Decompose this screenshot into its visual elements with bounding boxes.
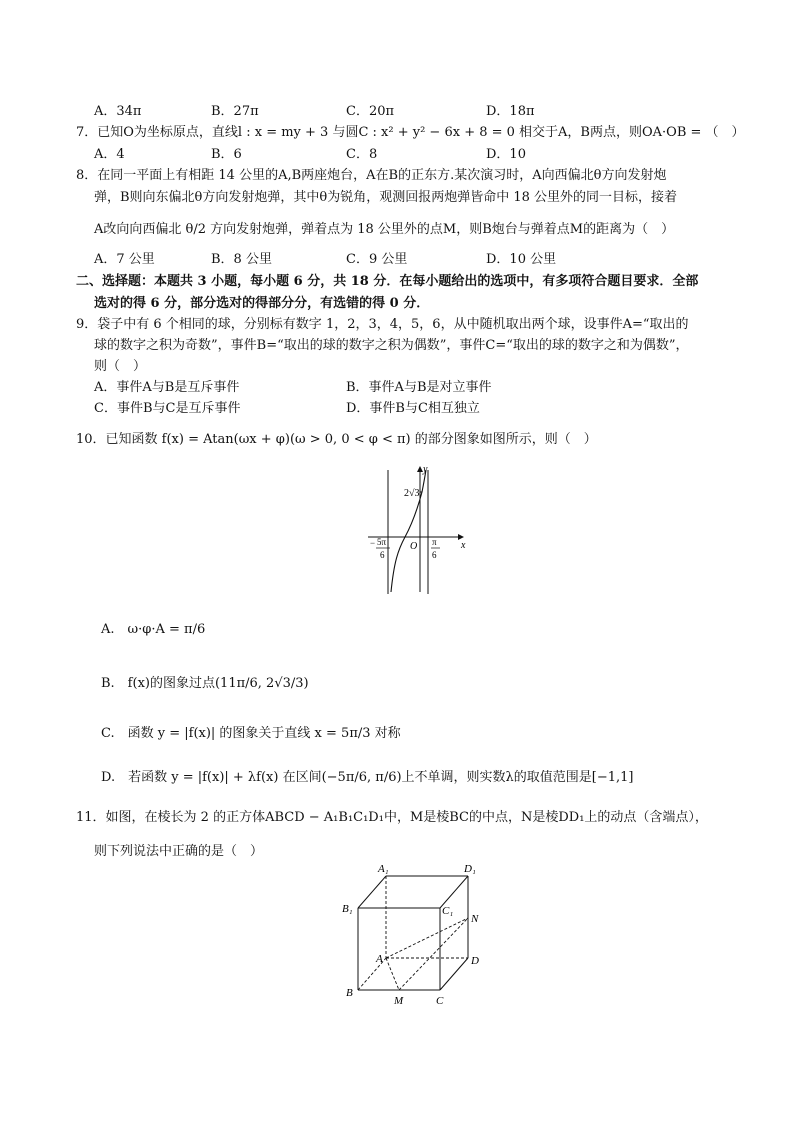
q7-option-c: C．8 xyxy=(346,147,378,162)
y-axis-label: y xyxy=(423,464,428,475)
q11-line-2: 则下列说法中正确的是（ ） xyxy=(94,844,264,859)
x-axis-label: x xyxy=(461,540,466,551)
segment-am xyxy=(386,958,399,990)
label-c1: C₁ xyxy=(442,905,454,917)
label-a: A xyxy=(376,953,383,965)
tan-function-graph xyxy=(360,462,470,597)
q6-option-a: A．34π xyxy=(94,104,142,119)
left-tick-numerator: 5π xyxy=(377,537,387,547)
q6-option-b: B．27π xyxy=(211,104,259,119)
q8-line-3: A改向向西偏北 θ/2 方向发射炮弹，弹着点为 18 公里外的点M，则B炮台与弹着点M的距离为（ ） xyxy=(94,222,675,237)
label-b: B xyxy=(346,987,353,999)
q7-option-d: D．10 xyxy=(486,147,526,162)
edge-b1a1 xyxy=(358,876,386,908)
right-tick-denominator: 6 xyxy=(432,550,437,560)
q8-option-c: C．9 公里 xyxy=(346,252,408,267)
segment-an xyxy=(386,918,468,958)
q9-option-d: D．事件B与C相互独立 xyxy=(346,401,480,416)
q9-option-b: B．事件A与B是对立事件 xyxy=(346,380,492,395)
q9-line-2: 球的数字之积为奇数”，事件B=“取出的球的数字之积为偶数”，事件C=“取出的球的数字之和为偶数”， xyxy=(94,338,689,353)
label-a1: A₁ xyxy=(378,863,389,875)
q8-option-a: A．7 公里 xyxy=(94,252,155,267)
q6-option-d: D．18π xyxy=(486,104,535,119)
q9-line-1: 9．袋子中有 6 个相同的球，分别标有数字 1，2，3，4，5，6，从中随机取出两个球，设事件A=“取出的 xyxy=(76,317,689,332)
q10-option-b: B. f(x)的图象过点(11π/6, 2√3/3) xyxy=(101,676,309,691)
section-2-line-2: 选对的得 6 分，部分选对的得部分分，有选错的得 0 分． xyxy=(94,296,430,311)
label-d1: D₁ xyxy=(464,863,476,875)
q10-stem: 10．已知函数 f(x) = Atan(ωx + φ)(ω > 0, 0 < φ < π) 的部分图象如图所示，则（ ） xyxy=(76,432,597,447)
segment-mn xyxy=(399,918,468,990)
q8-option-b: B．8 公里 xyxy=(211,252,272,267)
q9-option-c: C．事件B与C是互斥事件 xyxy=(94,401,241,416)
label-b1: B₁ xyxy=(342,903,353,915)
q10-option-a: A. ω·φ·A = π/6 xyxy=(101,622,206,637)
q9-option-a: A．事件A与B是互斥事件 xyxy=(94,380,240,395)
q10-option-c: C. 函数 y = |f(x)| 的图象关于直线 x = 5π/3 对称 xyxy=(101,726,401,741)
q9-line-3: 则（ ） xyxy=(94,359,147,374)
right-tick-numerator: π xyxy=(432,537,437,547)
q7-option-b: B．6 xyxy=(211,147,242,162)
value-label: 2√3 xyxy=(404,488,420,499)
left-tick-denominator: 6 xyxy=(380,550,385,560)
q6-option-c: C．20π xyxy=(346,104,395,119)
q11-line-1: 11．如图，在棱长为 2 的正方体ABCD − A₁B₁C₁D₁中，M是棱BC的中点，N是棱DD₁上的动点（含端点）， xyxy=(76,810,708,825)
q8-option-d: D．10 公里 xyxy=(486,252,557,267)
label-d: D xyxy=(471,955,479,967)
label-n: N xyxy=(471,913,479,925)
section-2-line-1: 二、选择题：本题共 3 小题，每小题 6 分，共 18 分．在每小题给出的选项中，有多项符合题目要求．全部 xyxy=(76,274,699,289)
cube-figure xyxy=(336,862,496,1012)
label-m: M xyxy=(394,995,404,1007)
q7-stem: 7．已知O为坐标原点，直线l : x = my + 3 与圆C : x² + y² − 6x + 8 = 0 相交于A，B两点，则OA·OB = （ ） xyxy=(76,125,745,140)
q8-line-2: 弹，B则向东偏北θ方向发射炮弹，其中θ为锐角，观测回报两炮弹皆命中 18 公里外的同一目标，接着 xyxy=(94,190,678,205)
left-tick-minus: − xyxy=(370,538,376,548)
edge-cd xyxy=(440,958,468,990)
label-c: C xyxy=(436,995,444,1007)
q8-line-1: 8．在同一平面上有相距 14 公里的A,B两座炮台，A在B的正东方.某次演习时，A向西偏北θ方向发射炮 xyxy=(76,168,667,183)
q10-option-d: D. 若函数 y = |f(x)| + λf(x) 在区间(−5π/6, π/6)上不单调，则实数λ的取值范围是[−1,1] xyxy=(101,770,634,785)
origin-label: O xyxy=(410,541,418,552)
q7-option-a: A．4 xyxy=(94,147,125,162)
edge-c1d1 xyxy=(440,876,468,908)
